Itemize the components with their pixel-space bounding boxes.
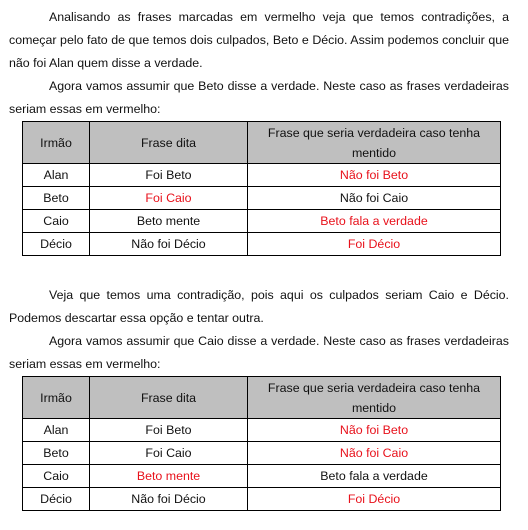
cell-frase-mentido: Não foi Caio [248,187,501,210]
cell-frase-mentido: Não foi Beto [248,419,501,442]
cell-irmao: Beto [23,442,90,465]
cell-frase-mentido: Beto fala a verdade [248,210,501,233]
cell-frase-mentido: Foi Décio [248,233,501,256]
text-line: concluir que não foi Alan quem disse a verdade. [9,33,510,71]
text-line: Veja que temos uma contradição, pois aqui os culpados seriam Caio e Décio. [49,288,509,302]
table-row [23,442,501,465]
cell-frase-dita: Beto mente [90,210,248,233]
cell-frase-dita: Não foi Décio [90,488,248,511]
cell-irmao: Alan [23,419,90,442]
cell-irmao: Caio [23,210,90,233]
text-line: começar pelo fato de que temos dois culpados, Beto e Décio. Assim podemos [9,33,439,48]
cell-frase-mentido: Não foi Beto [248,164,501,187]
cell-frase-dita: Foi Beto [90,419,248,442]
header-frase-mentido: Frase que seria verdadeira caso tenha mentido [248,377,501,419]
paragraph-contradiction [9,284,509,330]
cell-irmao: Caio [23,465,90,488]
paragraph-caio-hypothesis [9,330,509,376]
cell-frase-dita: Foi Beto [90,164,248,187]
header-frase-dita: Frase dita [90,122,248,164]
text-line: Podemos descartar essa opção e tentar outra. [9,311,264,326]
table-row [23,419,501,442]
text-line: Agora vamos assumir que Caio disse a verdade. Neste caso as frases [49,334,441,348]
table-header-row [23,122,501,164]
header-frase-mentido: Frase que seria verdadeira caso tenha mentido [248,122,501,164]
table-row [23,210,501,233]
text-line: Agora vamos assumir que Beto disse a verdade. Neste caso as frases [49,79,441,93]
header-irmao: Irmão [23,377,90,419]
text-line: Analisando as frases marcadas em vermelho veja que temos contradições, a [49,10,509,24]
paragraph-intro [9,6,509,76]
cell-irmao: Beto [23,187,90,210]
header-irmao: Irmão [23,122,90,164]
cell-frase-mentido: Não foi Caio [248,442,501,465]
cell-irmao: Alan [23,164,90,187]
cell-frase-dita: Não foi Décio [90,233,248,256]
cell-irmao: Décio [23,233,90,256]
table-row [23,488,501,511]
cell-frase-mentido: Beto fala a verdade [248,465,501,488]
table-row [23,233,501,256]
table-row [23,465,501,488]
table-caio-hypothesis [22,376,501,511]
table-header-row [23,377,501,419]
table-beto-hypothesis [22,121,501,256]
text-line: verdadeiras seriam essas em vermelho: [9,334,509,372]
cell-frase-dita: Foi Caio [90,442,248,465]
cell-frase-dita: Foi Caio [90,187,248,210]
paragraph-beto-hypothesis [9,75,509,121]
cell-frase-mentido: Foi Décio [248,488,501,511]
text-line: verdadeiras seriam essas em vermelho: [9,79,509,117]
header-frase-dita: Frase dita [90,377,248,419]
table-row [23,164,501,187]
cell-irmao: Décio [23,488,90,511]
table-row [23,187,501,210]
cell-frase-dita: Beto mente [90,465,248,488]
